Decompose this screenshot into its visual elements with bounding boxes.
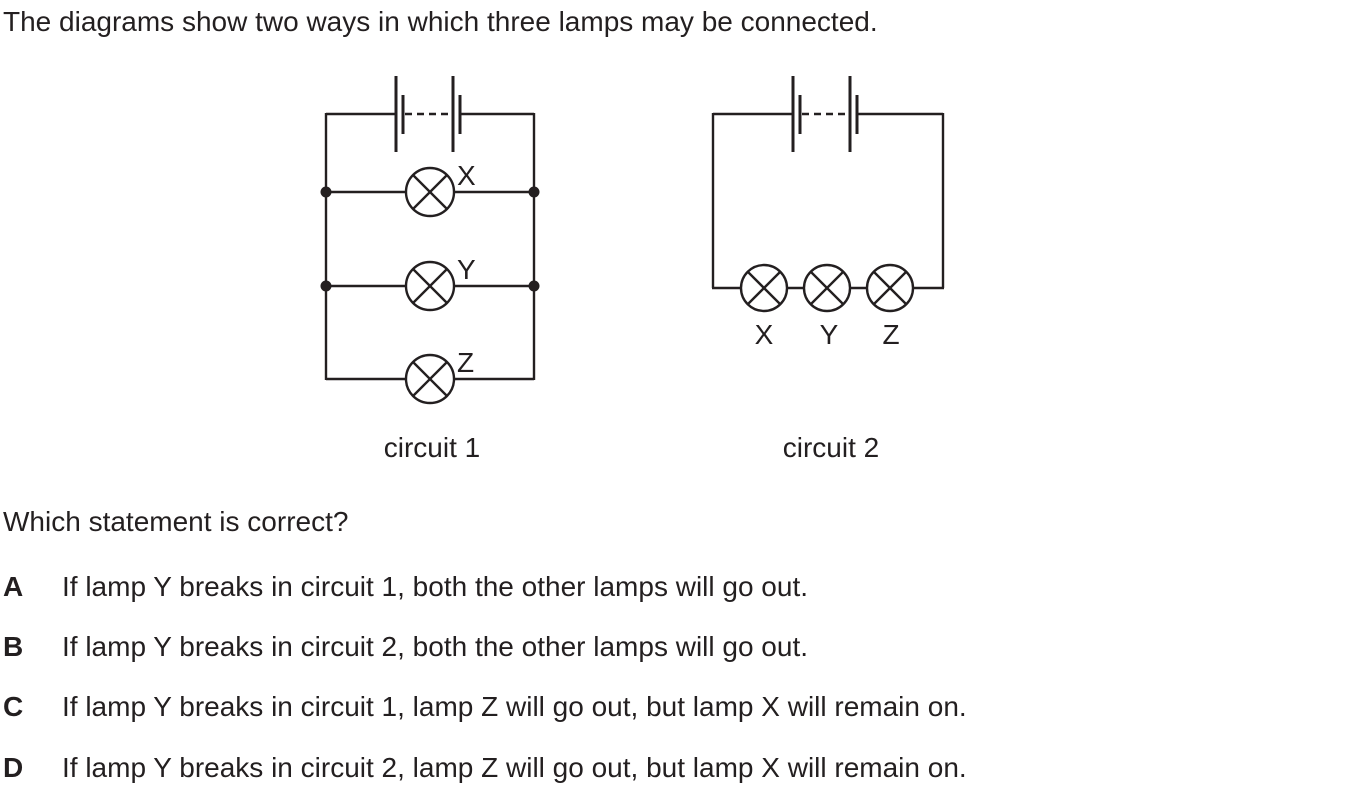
circuit-2-battery [713, 76, 943, 152]
option-text: If lamp Y breaks in circuit 2, lamp Z will go out, but lamp X will remain on. [62, 752, 967, 783]
option-letter: C [3, 691, 24, 722]
option-letter: D [3, 752, 24, 783]
circuit-1-lamp-y [406, 262, 454, 310]
junction-dot [529, 281, 540, 292]
question-text: Which statement is correct? [3, 506, 349, 537]
circuit-2 [712, 76, 944, 311]
circuit-1-label-x: X [457, 160, 476, 191]
circuit-1-label-y: Y [457, 254, 476, 285]
option-letter: B [3, 631, 24, 662]
circuit-1-branch-y [321, 262, 540, 310]
option-text: If lamp Y breaks in circuit 1, lamp Z will go out, but lamp X will remain on. [62, 691, 967, 722]
junction-dot [321, 281, 332, 292]
circuit-2-lamp-x [741, 265, 787, 311]
intro-text: The diagrams show two ways in which three lamps may be connected. [3, 6, 878, 37]
circuit-2-label-x: X [754, 319, 774, 350]
option-text: If lamp Y breaks in circuit 1, both the other lamps will go out. [62, 571, 809, 602]
circuit-1 [321, 76, 540, 403]
circuit-1-branch-z [326, 355, 534, 403]
junction-dot [529, 187, 540, 198]
circuit-1-label-z: Z [457, 347, 475, 378]
circuit-2-caption: circuit 2 [782, 432, 880, 463]
junction-dot [321, 187, 332, 198]
circuit-2-label-y: Y [819, 319, 839, 350]
circuit-1-branch-x [321, 168, 540, 216]
circuit-1-battery [326, 76, 534, 152]
circuit-2-label-z: Z [882, 319, 900, 350]
circuit-2-lamp-z [867, 265, 913, 311]
circuit-1-caption: circuit 1 [383, 432, 481, 463]
circuit-1-lamp-x [406, 168, 454, 216]
circuit-1-lamp-z [406, 355, 454, 403]
option-text: If lamp Y breaks in circuit 2, both the other lamps will go out. [62, 631, 809, 662]
circuit-2-lamp-y [804, 265, 850, 311]
option-letter: A [3, 571, 24, 602]
